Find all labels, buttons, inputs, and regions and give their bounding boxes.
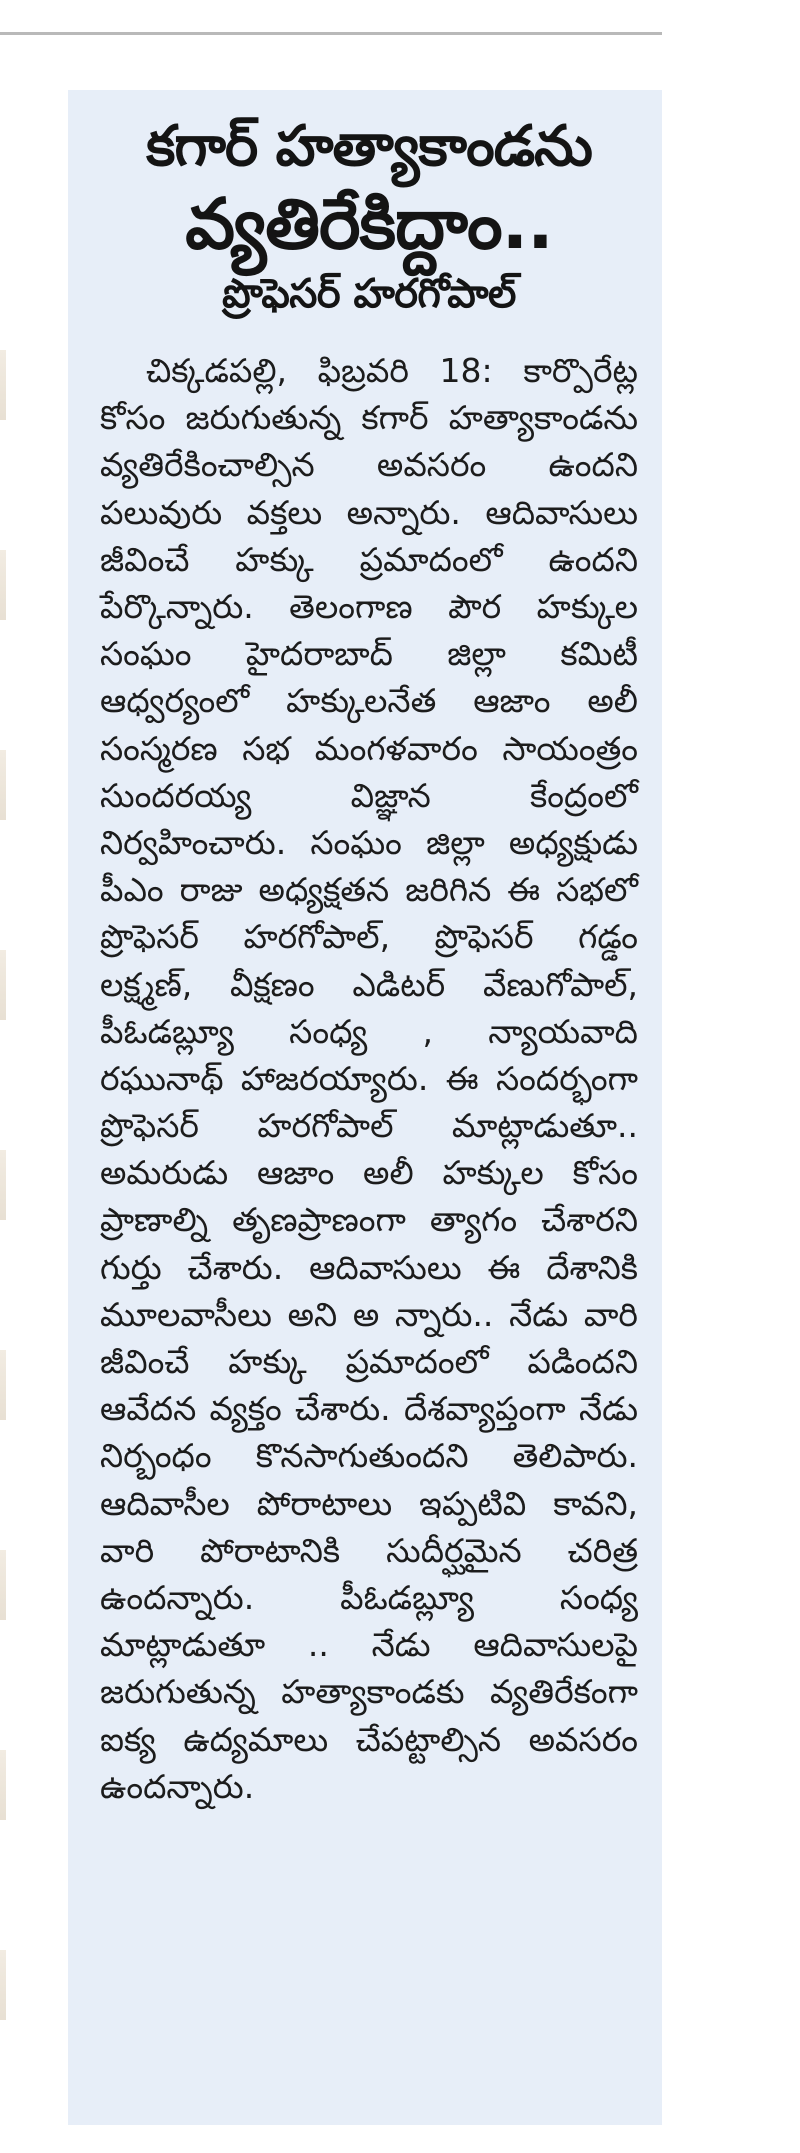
article-body: చిక్కడపల్లి, ఫిబ్రవరి 18: కార్పొరేట్ల కోసం జరుగుతున్న కగార్ హత్యాకాండను వ్యతిరేకించాల్సిన అవసరం ఉందని పలువురు వక్తలు అన్నారు. ఆదివాసులు జీవించే హక్కు ప్రమాదంలో ఉందని పేర్కొన్నారు. తెలంగాణ పౌర హక్కుల సంఘం హైదరాబాద్ జిల్లా కమిటీ ఆధ్వర్యంలో హక్కులనేత ఆజాం అలీ సంస్మరణ సభ మంగళవారం సాయంత్రం సుందరయ్య విజ్ఞాన కేంద్రంలో నిర్వహించారు. సంఘం జిల్లా అధ్యక్షుడు పీఎం రాజు అధ్యక్షతన జరిగిన ఈ సభలో ప్రొఫెసర్ హరగోపాల్, ప్రొఫెసర్ గడ్డం లక్ష్మణ్, వీక్షణం ఎడిటర్ వేణుగోపాల్, పీఓడబ్ల్యూ సంధ్య , న్యాయవాది రఘునాథ్ హాజరయ్యారు. ఈ సందర్భంగా ప్రొఫెసర్ హరగోపాల్ మాట్లాడుతూ.. అమరుడు ఆజాం అలీ హక్కుల కోసం ప్రాణాల్ని తృణప్రాణంగా త్యాగం చేశారని గుర్తు చేశారు. ఆదివాసులు ఈ దేశానికి మూలవాసీలు అని అ న్నారు.. నేడు వారి జీవించే హక్కు ప్రమాదంలో పడిందని ఆవేదన వ్యక్తం చేశారు. దేశవ్యాప్తంగా నేడు నిర్బంధం కొనసాగుతుందని తెలిపారు. ఆదివాసీల పోరాటాలు ఇప్పటివి కావని, వారి పోరాటానికి సుదీర్ఘమైన చరిత్ర ఉందన్నారు. పీఓడబ్ల్యూ సంధ్య మాట్లాడుతూ .. నేడు ఆదివాసులపై జరుగుతున్న హత్యాకాండకు వ్యతిరేకంగా ఐక్య ఉద్యమాలు చేపట్టాల్సిన అవసరం ఉందన్నారు. xyxy=(100,351,638,1806)
top-divider-rule xyxy=(0,32,662,35)
headline xyxy=(100,116,638,263)
headline-line-1: కగార్ హత్యాకాండను xyxy=(146,114,592,179)
adjacent-column-edge xyxy=(0,280,6,2030)
news-clipping xyxy=(68,90,662,2125)
headline-line-2: వ్యతిరేకిద్దాం.. xyxy=(185,182,553,265)
byline: ప్రొఫెసర్ హరగోపాల్ xyxy=(222,271,516,318)
